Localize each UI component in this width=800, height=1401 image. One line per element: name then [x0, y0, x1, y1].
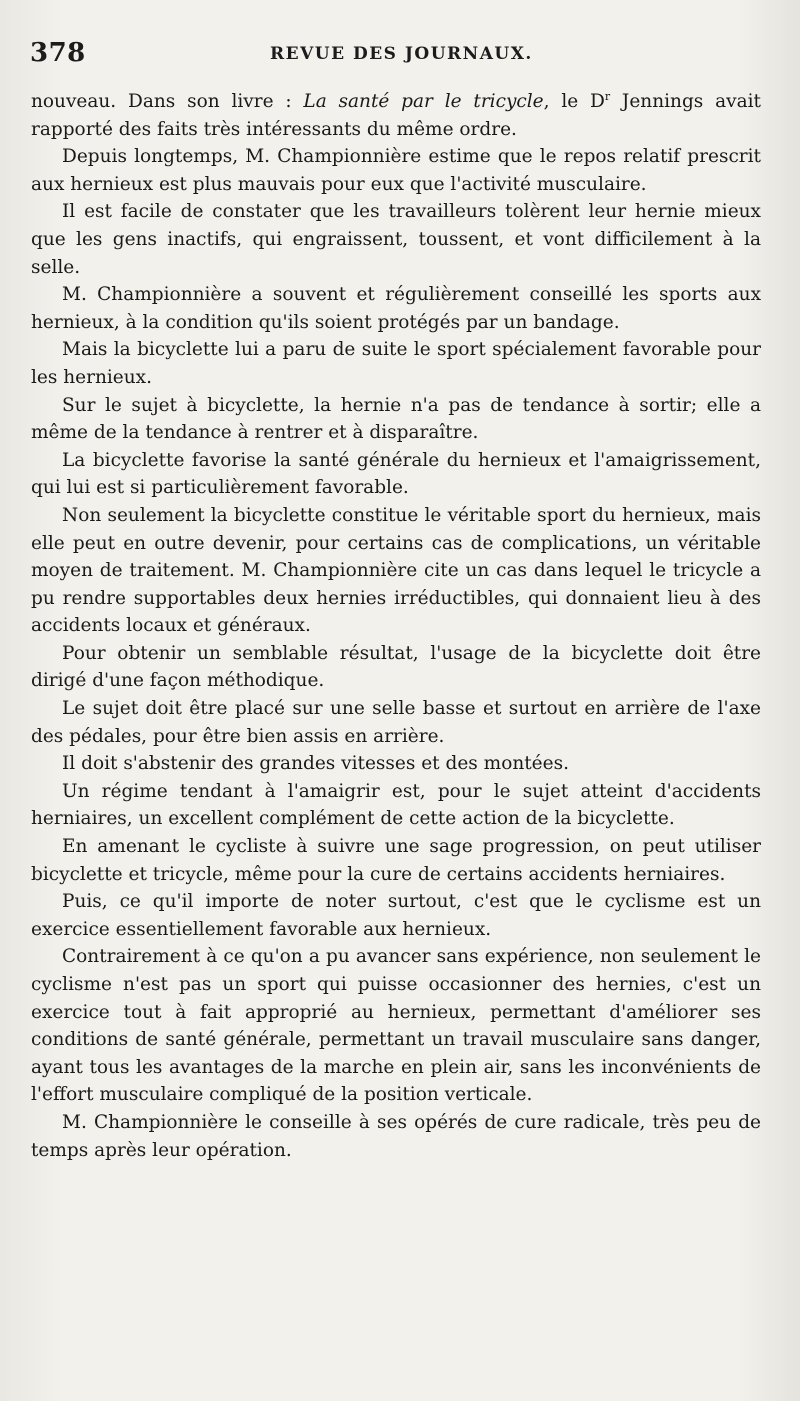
paragraph-8: Non seulement la bicyclette constitue le véritable sport du hernieux, mais elle peut en outre devenir, pour certains cas de complications, un véritable moyen de traitement. M. Championnière cite un cas dans lequel le tricycle a pu rendre supportables deux hernies irréductibles, qui donnaient lieu à des accidents locaux et généraux.: [31, 504, 761, 637]
paragraph-10: Le sujet doit être placé sur une selle basse et surtout en arrière de l'axe des pédales, pour être bien assis en arrière.: [31, 698, 761, 747]
paragraph-1-text-a: nouveau. Dans son livre :: [31, 91, 304, 112]
paragraph-1-text-b: , le D: [543, 91, 605, 112]
paragraph-7: La bicyclette favorise la santé générale du hernieux et l'amaigrissement, qui lui est si particulièrement favorable.: [31, 449, 761, 499]
paragraph-4: M. Championnière a souvent et régulièrement conseillé les sports aux hernieux, à la condition qu'ils soient protégés par un bandage.: [31, 284, 761, 333]
paragraph-2: Depuis longtemps, M. Championnière estime que le repos relatif prescrit aux hernieux est plus mauvais pour eux que l'activité musculaire.: [31, 146, 761, 195]
paragraph-14: Puis, ce qu'il importe de noter surtout, c'est que le cyclisme est un exercice essentiellement favorable aux hernieux.: [31, 891, 761, 940]
paragraph-15: Contrairement à ce qu'on a pu avancer sans expérience, non seulement le cyclisme n'est pas un sport qui puisse occasionner des hernies, c'est un exercice tout à fait approprié au hernieux, permettant d'améliorer ses conditions de santé générale, permettant un travail musculaire sans danger, ayant tous les avantages de la marche en plein air, sans les inconvénients de l'effort musculaire compliqué de la position verticale.: [31, 946, 761, 1106]
paragraph-12: Un régime tendant à l'amaigrir est, pour le sujet atteint d'accidents herniaires, un excellent complément de cette action de la bicyclette.: [31, 780, 761, 830]
page-header: [30, 38, 770, 78]
running-title: REVUE DES JOURNAUX.: [270, 44, 533, 64]
doctor-abbrev-sup: r: [604, 89, 611, 103]
paragraph-16: M. Championnière le conseille à ses opérés de cure radicale, très peu de temps après leur opération.: [31, 1111, 761, 1161]
paragraph-1: [31, 88, 761, 143]
book-title: La santé par le tricycle: [303, 91, 544, 112]
paragraph-1-text-c: Jennings avait rapporté des faits très intéressants du même ordre.: [31, 91, 761, 140]
paragraph-3: Il est facile de constater que les travailleurs tolèrent leur hernie mieux que les gens inactifs, qui engraissent, toussent, et vont difficilement à la selle.: [31, 201, 761, 278]
paragraph-6: Sur le sujet à bicyclette, la hernie n'a pas de tendance à sortir; elle a même de la tendance à rentrer et à disparaître.: [31, 394, 761, 444]
article-body: [31, 88, 761, 1164]
paragraph-5: Mais la bicyclette lui a paru de suite le sport spécialement favorable pour les hernieux.: [31, 339, 761, 388]
paragraph-9: Pour obtenir un semblable résultat, l'usage de la bicyclette doit être dirigé d'une façon méthodique.: [31, 642, 761, 692]
paragraph-13: En amenant le cycliste à suivre une sage progression, on peut utiliser bicyclette et tricycle, même pour la cure de certains accidents herniaires.: [31, 836, 761, 885]
paragraph-11: Il doit s'abstenir des grandes vitesses et des montées.: [62, 753, 569, 775]
page-number: 378: [30, 38, 86, 68]
